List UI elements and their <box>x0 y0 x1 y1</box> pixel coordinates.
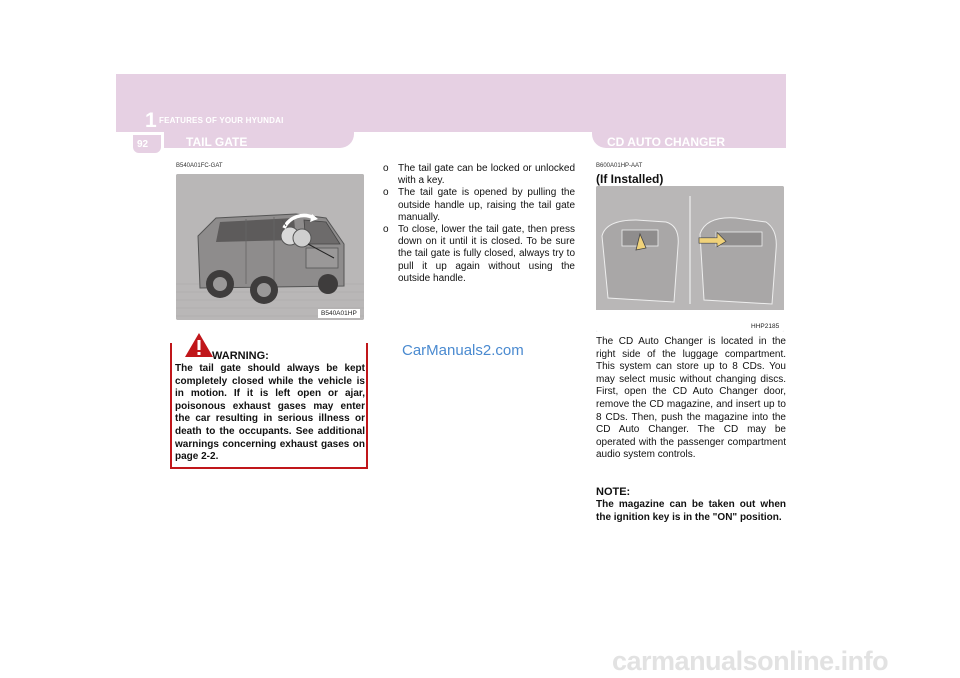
note-title: NOTE: <box>596 486 631 498</box>
cd-changer-illustration <box>596 186 784 332</box>
warning-triangle-icon <box>184 332 214 358</box>
tailgate-instructions <box>383 163 575 285</box>
bullet-text: The tail gate can be locked or unlocked with a key. <box>398 163 575 187</box>
bullet-marker: o <box>383 187 389 199</box>
if-installed-subtitle: (If Installed) <box>596 172 664 186</box>
list-item <box>383 163 575 187</box>
chapter-number: 1 <box>145 109 157 132</box>
warning-title: WARNING: <box>212 350 269 362</box>
footer-watermark: carmanualsonline.info <box>612 646 889 676</box>
cd-changer-photo <box>596 186 784 332</box>
section-code: B540A01FC-GAT <box>176 163 223 169</box>
section-code: B600A01HP-AAT <box>596 163 643 169</box>
note-text: The magazine can be taken out when the ignition key is in the "ON" position. <box>596 499 786 523</box>
tailgate-image-label: B540A01HP <box>318 309 360 318</box>
page-number: 92 <box>137 139 149 150</box>
suv-illustration <box>176 174 364 320</box>
cd-image-label: HHP2185 <box>748 322 782 331</box>
cd-changer-description: The CD Auto Changer is located in the right side of the luggage compartment. This system can store up to 8 CDs. You may select music without changing discs. First, open the CD Auto Changer door, remove the CD magazine, and insert up to 8 CDs. Then, push the magazine into the CD Auto Changer. The CD may be operated with the passenger compartment audio system controls. <box>596 336 786 461</box>
bullet-marker: o <box>383 163 389 174</box>
bullet-text: To close, lower the tail gate, then press down on it until it is closed. To be sure the tail gate is fully closed, always try to pull it up again without using the outside handle. <box>398 224 575 284</box>
section-title-tail-gate: TAIL GATE <box>186 135 248 149</box>
list-item <box>383 187 575 224</box>
warning-text: The tail gate should always be kept completely closed while the vehicle is in motion. If it is left open or ajar, poisonous exhaust gases may enter the car resulting in serious illness or death to the occupants. See additional warnings concerning exhaust gases on page 2-2. <box>175 363 365 463</box>
tailgate-photo <box>176 174 364 320</box>
chapter-title: FEATURES OF YOUR HYUNDAI <box>159 116 284 125</box>
section-title-cd-changer: CD AUTO CHANGER <box>607 135 726 149</box>
site-watermark[interactable]: CarManuals2.com <box>402 342 524 359</box>
bullet-marker: o <box>383 224 389 236</box>
bullet-text: The tail gate is opened by pulling the outside handle up, raising the tail gate manually. <box>398 187 575 223</box>
list-item <box>383 224 575 285</box>
